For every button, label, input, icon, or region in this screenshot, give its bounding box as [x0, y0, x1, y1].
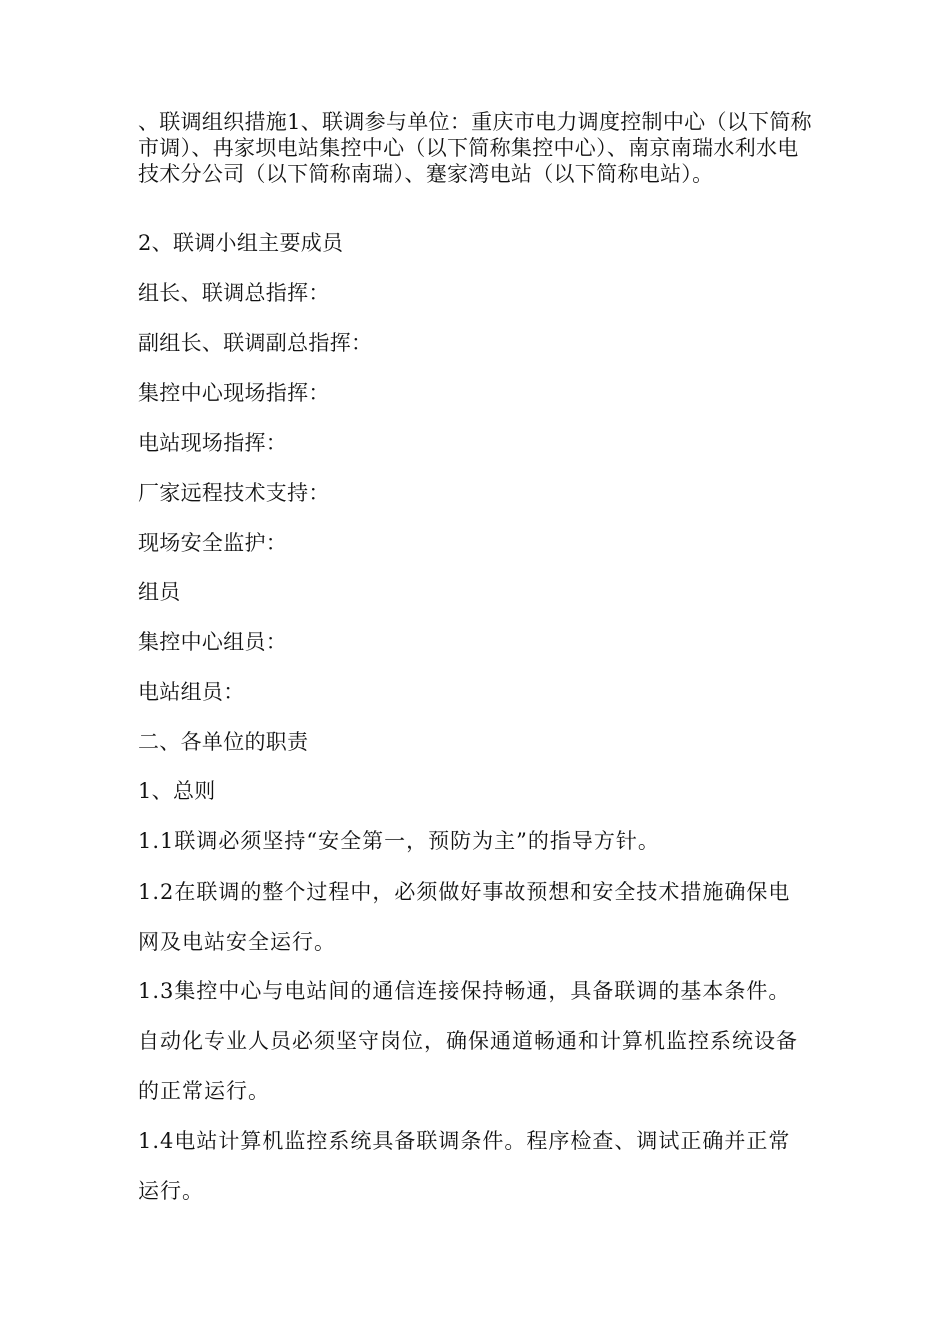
item-1-3-line-1: 1.3集控中心与电站间的通信连接保持畅通，具备联调的基本条件。 [138, 979, 791, 1003]
leader-line: 组长、联调总指挥： [138, 281, 330, 305]
item-1-4-line-1: 1.4电站计算机监控系统具备联调条件。程序检查、调试正确并正常 [138, 1129, 791, 1153]
members-heading: 2、联调小组主要成员 [138, 231, 344, 255]
intro-paragraph: 、联调组织措施1、联调参与单位：重庆市电力调度控制中心（以下简称市调）、冉家坝电站集控中心（以下简称集控中心）、南京南瑞水利水电技术分公司（以下简称南瑞）、蹇家湾电站（以下简称电站）。 [138, 110, 812, 186]
deputy-leader-line: 副组长、联调副总指挥： [138, 331, 373, 355]
control-center-commander-line: 集控中心现场指挥： [138, 381, 330, 405]
item-1-3-line-3: 的正常运行。 [138, 1079, 270, 1103]
control-center-members-line: 集控中心组员： [138, 630, 288, 654]
members-line: 组员 [138, 580, 181, 604]
station-commander-line: 电站现场指挥： [138, 431, 288, 455]
station-members-line: 电站组员： [138, 680, 245, 704]
vendor-support-line: 厂家远程技术支持： [138, 481, 330, 505]
item-1-2-line-1: 1.2在联调的整个过程中，必须做好事故预想和安全技术措施确保电 [138, 880, 791, 904]
item-1-1: 1.1联调必须坚持“安全第一，预防为主”的指导方针。 [138, 829, 660, 853]
section-two-heading: 二、各单位的职责 [138, 730, 309, 754]
general-heading: 1、总则 [138, 779, 216, 803]
item-1-2-line-2: 网及电站安全运行。 [138, 930, 336, 954]
item-1-4-line-2: 运行。 [138, 1179, 204, 1203]
item-1-3-line-2: 自动化专业人员必须坚守岗位，确保通道畅通和计算机监控系统设备 [138, 1029, 798, 1053]
safety-supervision-line: 现场安全监护： [138, 531, 288, 555]
